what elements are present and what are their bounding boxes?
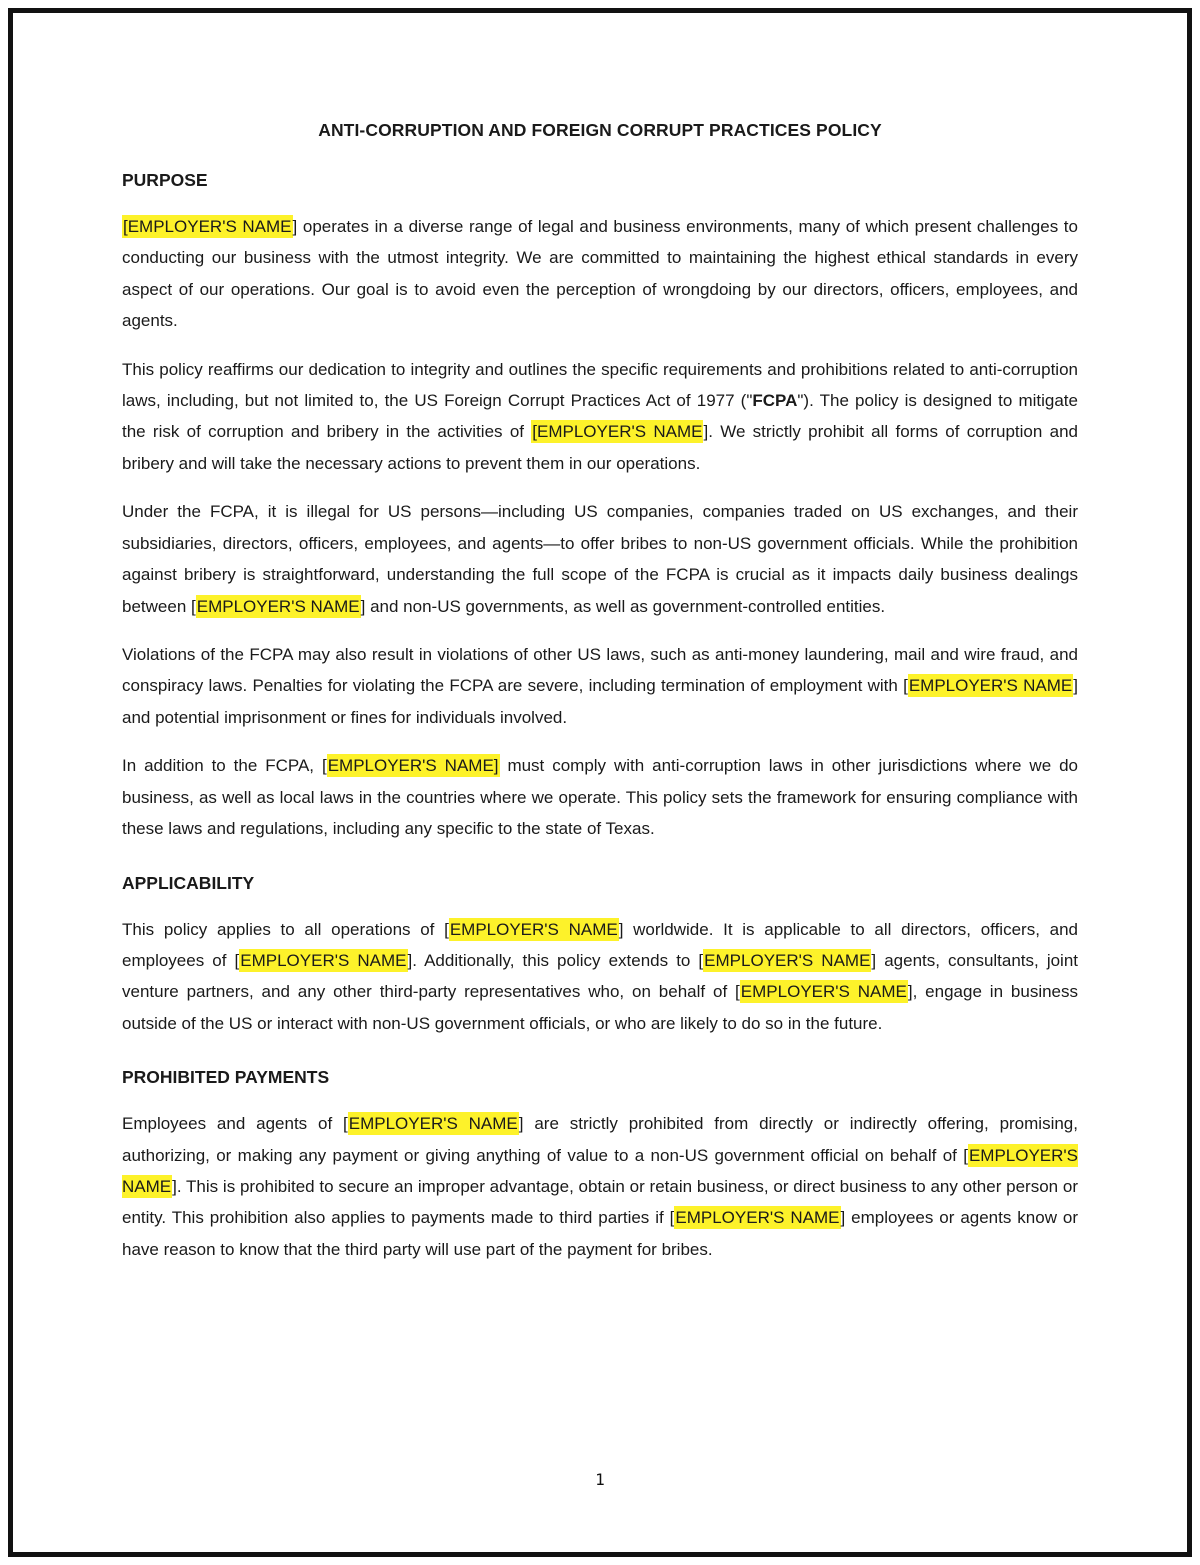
text-run: ]. This is prohibited to secure an improper advantage, obtain or retain business, or direct business to any other person or entity. This prohibition also applies to payments made to third parties if [ [122,1177,1078,1228]
employer-name-placeholder-highlight: EMPLOYER'S NAME [196,596,360,616]
paragraph [122,211,1078,337]
text-run: ] and potential imprisonment or fines for individuals involved. [122,676,1078,727]
text-run: must comply with anti-corruption laws in other jurisdictions where we do business, as well as local laws in the countries where we operate. This policy sets the framework for ensuring compliance with these laws and regulations, including any specific to the state of Texas. [122,756,1078,839]
paragraph [122,496,1078,622]
text-run: ] worldwide. It is applicable to all directors, officers, and employees of [ [122,919,1078,970]
employer-name-placeholder-highlight: EMPLOYER'S NAME [122,1145,1078,1196]
text-run: Violations of the FCPA may also result in violations of other US laws, such as anti-money laundering, mail and wire fraud, and conspiracy laws. Penalties for violating the FCPA are severe, including termination of employment with [ [122,645,1078,696]
paragraph [122,750,1078,844]
paragraph [122,914,1078,1040]
paragraph [122,1108,1078,1265]
employer-name-placeholder-highlight: [EMPLOYER'S NAME [532,422,703,442]
text-run: Employees and agents of [ [122,1114,348,1134]
document-title: ANTI-CORRUPTION AND FOREIGN CORRUPT PRACTICES POLICY [318,120,882,140]
section-heading: PROHIBITED PAYMENTS [122,1067,330,1088]
employer-name-placeholder-highlight: EMPLOYER'S NAME [908,676,1073,696]
employer-name-placeholder-highlight: EMPLOYER'S NAME] [327,756,499,776]
text-run: Under the FCPA, it is illegal for US persons—including US companies, companies traded on US exchanges, and their subsidiaries, directors, officers, employees, and agents—to offer bribes to non-US government officials. While the prohibition against bribery is straightforward, understanding the full scope of the FCPA is crucial as it impacts daily business dealings between [ [122,502,1078,616]
text-run: ] and non-US governments, as well as government-controlled entities. [360,596,886,616]
text-run: ], engage in business outside of the US or interact with non-US government officials, or who are likely to do so in the future. [122,982,1079,1033]
employer-name-placeholder-highlight: [EMPLOYER'S NAME [123,216,292,236]
policy-section [122,873,1078,1040]
text-run: ] employees or agents know or have reason to know that the third party will use part of the payment for bribes. [122,1208,1079,1259]
text-run: This policy applies to all operations of [ [122,919,449,939]
employer-name-placeholder-highlight: EMPLOYER'S NAME [240,950,407,970]
sections-container [122,170,1078,1265]
policy-section [122,1067,1078,1265]
paragraph [122,639,1078,733]
employer-name-placeholder-highlight: EMPLOYER'S NAME [675,1208,840,1228]
text-run: In addition to the FCPA, [ [122,756,327,776]
text-run: ] operates in a diverse range of legal and business environments, many of which present challenges to conducting our business with the utmost integrity. We are committed to maintaining the highest ethical standards in every aspect of our operations. Our goal is to avoid even the perception of wrongdoing by our directors, officers, employees, and agents. [122,216,1078,331]
section-heading: APPLICABILITY [122,872,255,893]
text-run: ]. Additionally, this policy extends to [ [407,950,704,970]
text-run: "). The policy is designed to mitigate the risk of corruption and bribery in the activities of [122,390,1078,442]
text-run: FCPA [752,390,798,410]
text-run: ] are strictly prohibited from directly or indirectly offering, promising, authorizing, or making any payment or giving anything of value to a non-US government official on behalf of [ [122,1114,1078,1165]
document-body [122,120,1078,1282]
employer-name-placeholder-highlight: EMPLOYER'S NAME [348,1114,518,1134]
employer-name-placeholder-highlight: EMPLOYER'S NAME [449,919,618,939]
employer-name-placeholder-highlight: EMPLOYER'S NAME [704,950,871,970]
text-run: ] agents, consultants, joint venture partners, and any other third-party representatives who, on behalf of [ [122,950,1079,1002]
section-heading: PURPOSE [122,169,208,190]
text-run: This policy reaffirms our dedication to integrity and outlines the specific requirements and prohibitions related to anti-corruption laws, including, but not limited to, the US Foreign Corrupt Practices Act of 1977 (" [122,359,1078,410]
employer-name-placeholder-highlight: EMPLOYER'S NAME [740,982,907,1002]
page-number: 1 [595,1470,605,1489]
policy-section [122,170,1078,845]
text-run: ]. We strictly prohibit all forms of corruption and bribery and will take the necessary actions to prevent them in our operations. [122,422,1078,473]
paragraph [122,354,1078,480]
